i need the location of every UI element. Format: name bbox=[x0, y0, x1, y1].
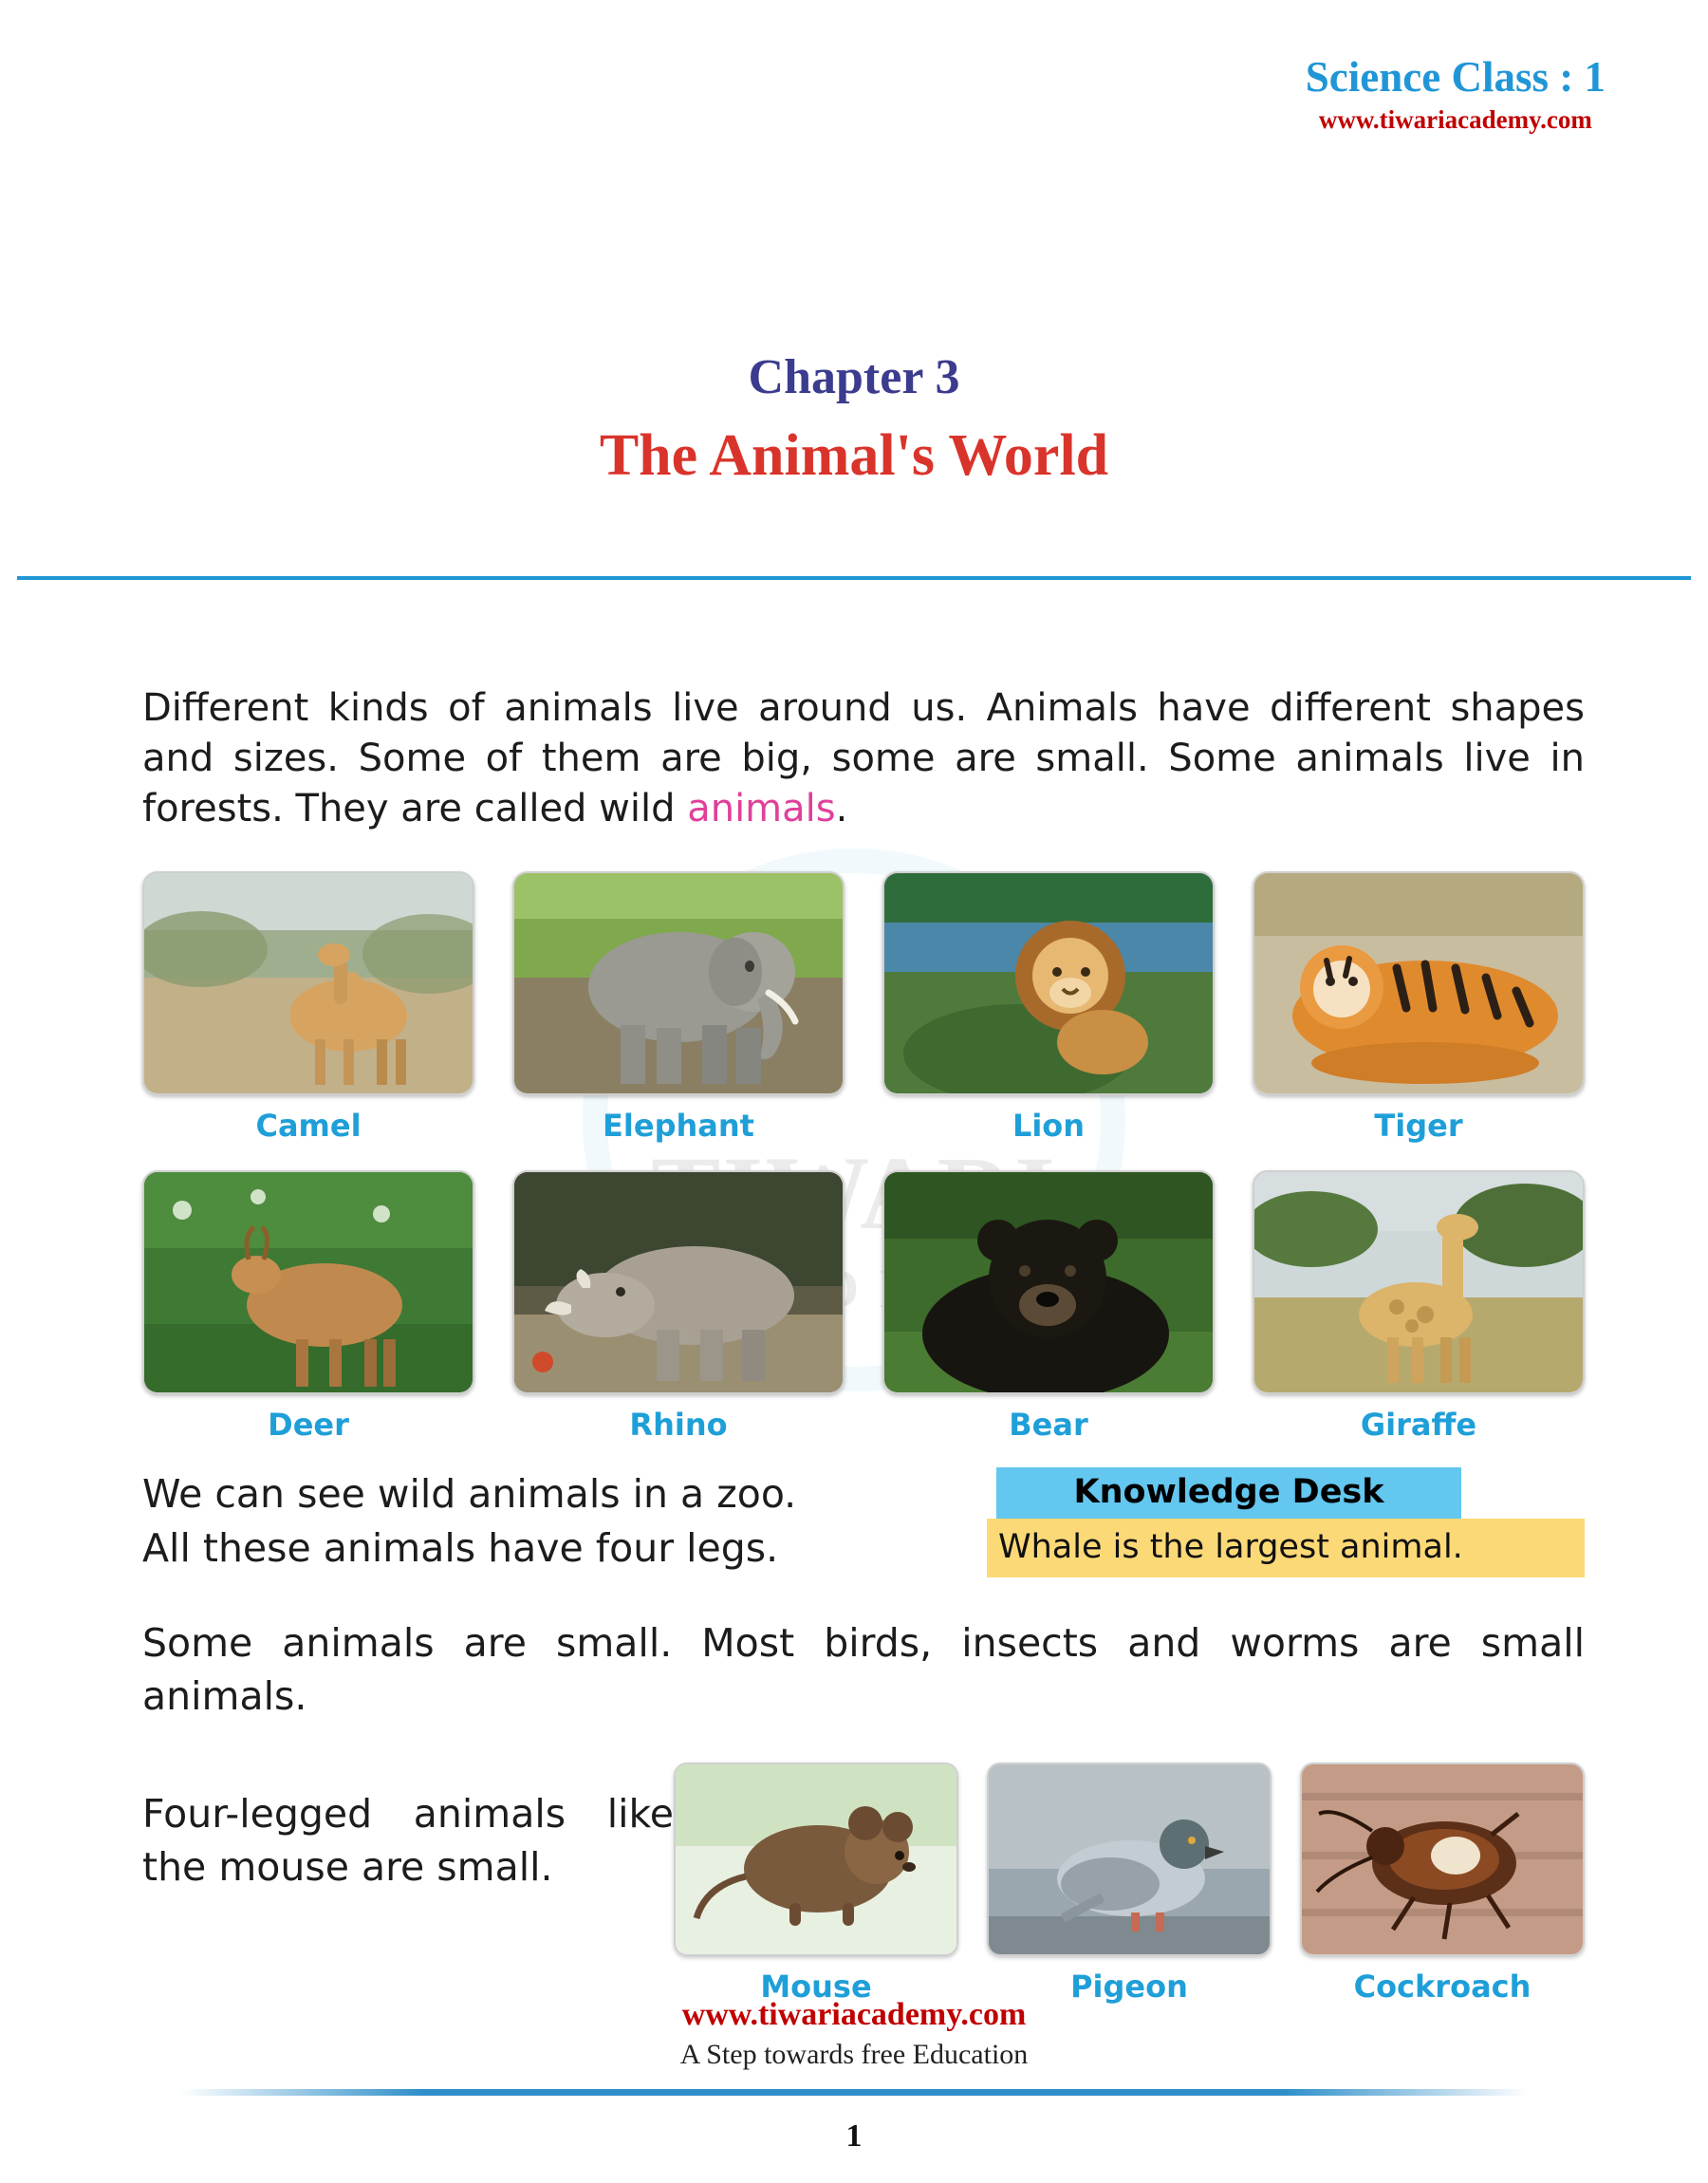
chapter-number: Chapter 3 bbox=[748, 350, 960, 404]
small-animals-gallery bbox=[674, 1763, 1585, 2005]
chapter-heading bbox=[0, 349, 1708, 490]
elephant-photo bbox=[512, 871, 845, 1095]
footer-divider bbox=[180, 2089, 1528, 2096]
page-number: 1 bbox=[845, 2118, 863, 2154]
page-title: The Animal's World bbox=[599, 423, 1109, 488]
wild-animals-row-2 bbox=[142, 1170, 1585, 1443]
knowledge-desk bbox=[987, 1467, 1585, 1577]
pigeon-photo bbox=[987, 1763, 1272, 1956]
animal-caption: Elephant bbox=[603, 1108, 754, 1145]
intro-paragraph bbox=[142, 683, 1585, 833]
deer-photo bbox=[142, 1170, 474, 1394]
brand-url: www.tiwariacademy.com bbox=[1318, 105, 1592, 135]
small-animals-intro: Some animals are small. Most birds, insects and worms are small animals. bbox=[142, 1620, 1585, 1720]
animal-card-lion bbox=[882, 871, 1215, 1144]
knowledge-desk-body: Whale is the largest animal. bbox=[987, 1519, 1585, 1577]
animal-card-cockroach bbox=[1300, 1763, 1585, 2005]
animal-caption: Deer bbox=[268, 1407, 349, 1444]
small-animals-side-text: Four-legged animals like the mouse are small. bbox=[142, 1790, 674, 1891]
brand-title: Science Class : 1 bbox=[1305, 53, 1606, 101]
header-divider bbox=[17, 576, 1691, 580]
cockroach-photo bbox=[1300, 1763, 1585, 1956]
animal-card-pigeon bbox=[987, 1763, 1272, 2005]
animal-card-deer bbox=[142, 1170, 474, 1443]
footer-url: www.tiwariacademy.com bbox=[681, 1997, 1027, 2032]
animal-card-mouse bbox=[674, 1763, 958, 2005]
giraffe-photo bbox=[1253, 1170, 1585, 1394]
animal-caption: Mouse bbox=[760, 1968, 872, 2005]
footer-tagline: A Step towards free Education bbox=[679, 2039, 1029, 2070]
knowledge-desk-title: Knowledge Desk bbox=[996, 1467, 1461, 1519]
rhino-photo bbox=[512, 1170, 845, 1394]
bear-photo bbox=[882, 1170, 1215, 1394]
animal-card-giraffe bbox=[1253, 1170, 1585, 1443]
wild-animals-row-1 bbox=[142, 871, 1585, 1144]
animal-caption: Camel bbox=[255, 1108, 362, 1145]
camel-photo bbox=[142, 871, 474, 1095]
animal-caption: Cockroach bbox=[1353, 1968, 1532, 2005]
animal-caption: Bear bbox=[1009, 1407, 1088, 1444]
page-header bbox=[1306, 55, 1606, 135]
animal-caption: Lion bbox=[1012, 1108, 1086, 1145]
zoo-and-knowledge-row bbox=[142, 1467, 1585, 1577]
animal-card-tiger bbox=[1253, 871, 1585, 1144]
animal-card-bear bbox=[882, 1170, 1215, 1443]
page-footer bbox=[0, 1997, 1708, 2071]
animal-card-camel bbox=[142, 871, 474, 1144]
zoo-paragraph bbox=[142, 1467, 977, 1575]
watermark-subtext: ACADEMY bbox=[637, 1258, 1071, 1319]
mouse-photo bbox=[674, 1763, 958, 1956]
animal-card-elephant bbox=[512, 871, 845, 1144]
intro-text-1: Different kinds of animals live around us. Animals have different shapes and sizes. Some of them are big, some are small. Some animals live in forests. They are called wild bbox=[142, 686, 1585, 830]
small-animals-row bbox=[142, 1763, 1585, 2005]
zoo-line-1: We can see wild animals in a zoo. bbox=[142, 1471, 797, 1518]
main-content bbox=[142, 645, 1585, 2005]
animal-caption: Pigeon bbox=[1070, 1968, 1188, 2005]
intro-text-2: . bbox=[835, 786, 848, 830]
animal-caption: Tiger bbox=[1374, 1108, 1463, 1145]
animal-card-rhino bbox=[512, 1170, 845, 1443]
animal-caption: Rhino bbox=[629, 1407, 728, 1444]
zoo-line-2: All these animals have four legs. bbox=[142, 1524, 779, 1571]
watermark-text: TIWARI bbox=[651, 1135, 1057, 1251]
tiger-photo bbox=[1253, 871, 1585, 1095]
intro-highlight: animals bbox=[687, 786, 836, 830]
lion-photo bbox=[882, 871, 1215, 1095]
animal-caption: Giraffe bbox=[1360, 1407, 1477, 1444]
